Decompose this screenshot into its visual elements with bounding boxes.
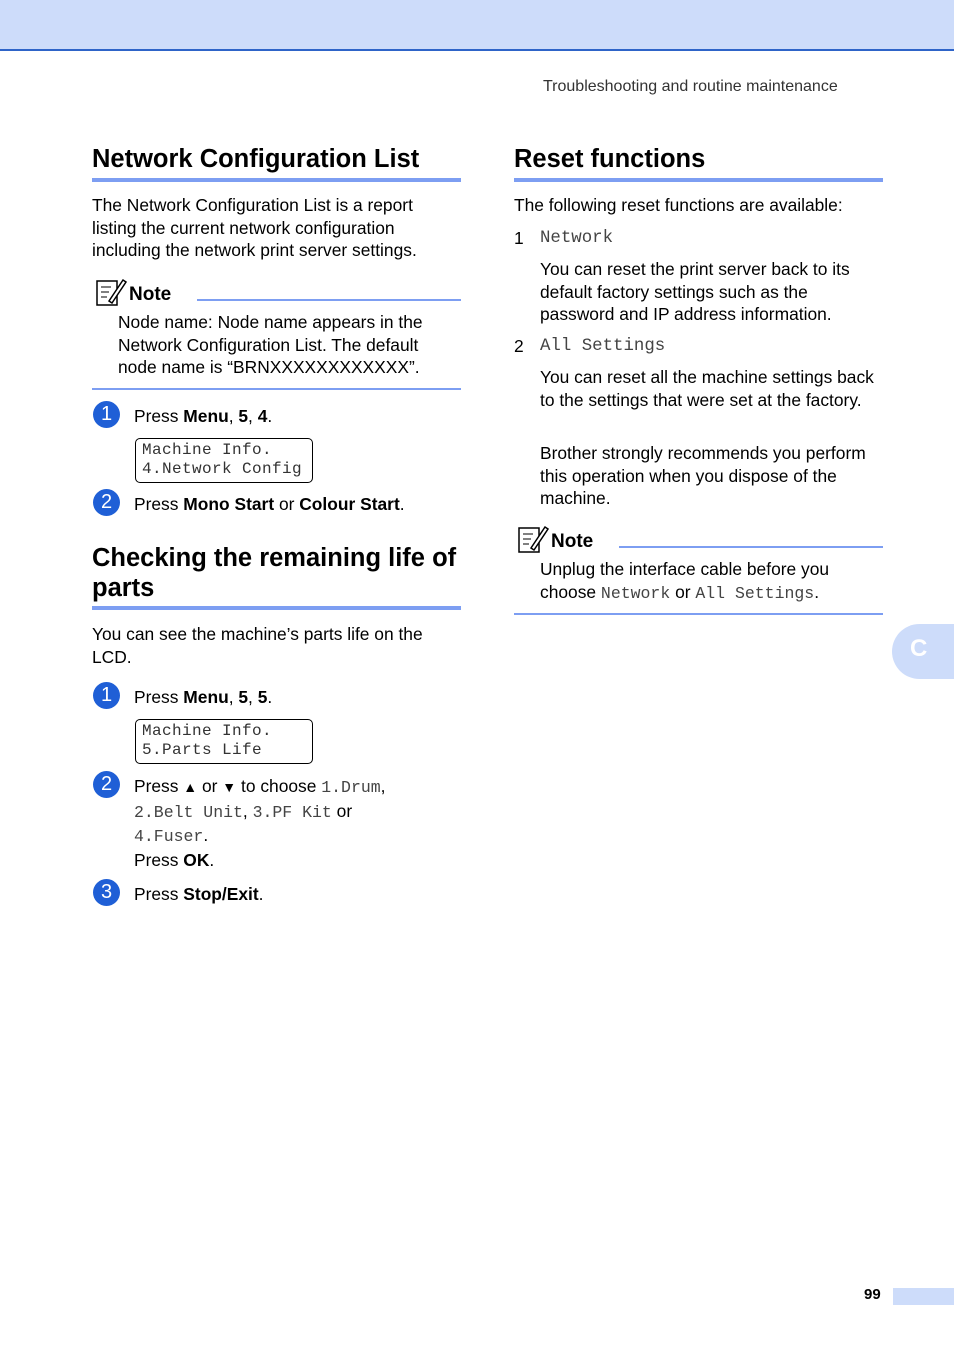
note-rule	[197, 299, 461, 301]
list-item-text: You can reset all the machine settings back to the settings that were set at the factory.	[540, 367, 874, 410]
step-number-1: 1	[93, 401, 120, 428]
running-header: Troubleshooting and routine maintenance	[543, 78, 838, 95]
step-number-2: 2	[93, 489, 120, 516]
section-title-network-config: Network Configuration List	[92, 145, 420, 173]
note-text: Unplug the interface cable before you choose Network or All Settings.	[540, 559, 830, 603]
step-1-text: Press Menu, 5, 4.	[134, 406, 273, 426]
title-underline	[92, 606, 461, 610]
note-text: Node name: Node name appears in the Network Configuration List. The default node name is “BRNXXXXXXXXXXXX”.	[118, 312, 423, 378]
note-label: Note	[129, 284, 172, 305]
note-bottom-rule	[514, 613, 883, 615]
list-item-name: Network	[540, 229, 614, 248]
note-label: Note	[551, 531, 594, 552]
lcd-display	[135, 719, 313, 764]
note-icon	[95, 277, 127, 307]
list-item-text-2: Brother strongly recommends you perform this operation when you dispose of the machine.	[540, 443, 866, 509]
step-2-text: Press Mono Start or Colour Start.	[134, 494, 405, 514]
section-title-reset: Reset functions	[514, 145, 706, 173]
step-number-2: 2	[93, 771, 120, 798]
paragraph-intro: You can see the machine’s parts life on the LCD.	[92, 624, 423, 667]
note-rule	[619, 546, 883, 548]
lcd-display	[135, 438, 313, 483]
lcd-line-2: 5.Parts Life	[142, 741, 263, 759]
note-bottom-rule	[92, 388, 461, 390]
step-number-1: 1	[93, 682, 120, 709]
lcd-line-1: Machine Info.	[142, 441, 273, 459]
lcd-line-1: Machine Info.	[142, 722, 273, 740]
step-1-text: Press Menu, 5, 5.	[134, 687, 273, 707]
list-item-number: 2	[514, 336, 524, 356]
title-underline	[92, 178, 461, 182]
step-number-3: 3	[93, 879, 120, 906]
page-number-band	[893, 1288, 954, 1305]
lcd-line-2: 4.Network Config	[142, 460, 303, 478]
list-item-text: You can reset the print server back to its default factory settings such as the password and IP address information.	[540, 259, 850, 325]
page-number: 99	[864, 1286, 881, 1303]
paragraph-intro: The Network Configuration List is a report listing the current network configuration including the network print server settings.	[92, 195, 417, 261]
note-icon	[517, 524, 549, 554]
down-arrow-icon: ▼	[222, 779, 237, 795]
section-title-parts-life: Checking the remaining life of parts	[92, 544, 457, 602]
step-3-text: Press Stop/Exit.	[134, 884, 264, 904]
chapter-tab	[892, 624, 954, 679]
paragraph-intro: The following reset functions are available:	[514, 195, 843, 215]
chapter-tab-label: C	[910, 635, 928, 662]
title-underline	[514, 178, 883, 182]
list-item-number: 1	[514, 228, 524, 248]
top-color-band	[0, 0, 954, 51]
up-arrow-icon: ▲	[183, 779, 198, 795]
step-2-text: Press ▲ or ▼ to choose 1.Drum, 2.Belt Unit, 3.PF Kit or 4.Fuser. Press OK.	[134, 776, 386, 870]
list-item-name: All Settings	[540, 337, 666, 356]
